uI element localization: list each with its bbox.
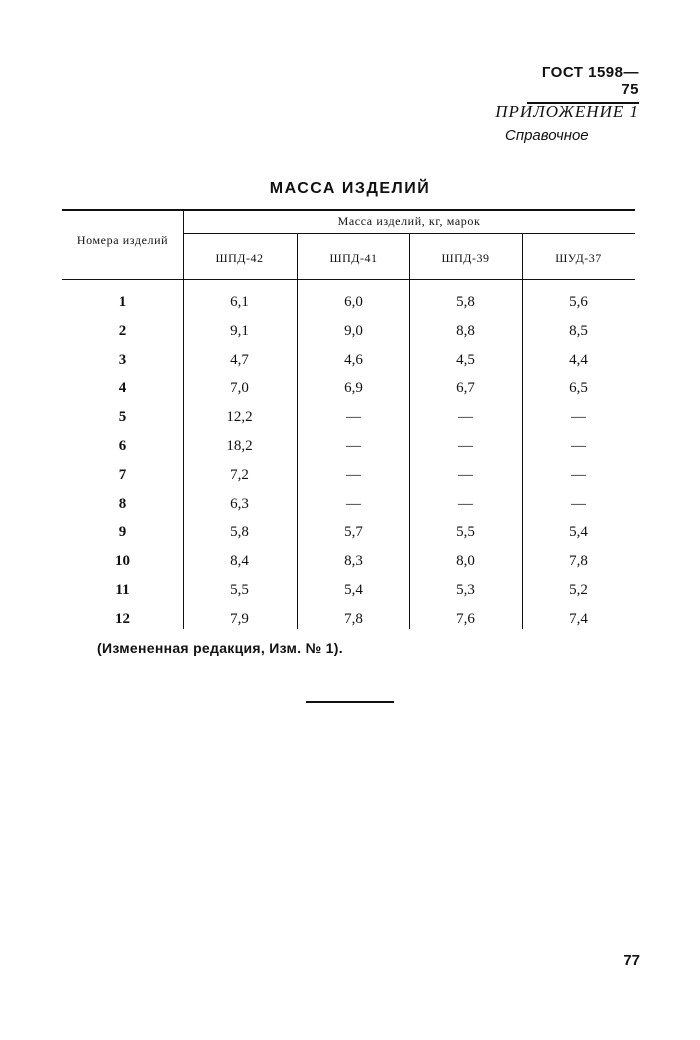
column-header: ШУД-37 bbox=[555, 251, 602, 265]
column-header: ШПД-39 bbox=[441, 251, 490, 265]
mass-cell: 7,2 bbox=[230, 466, 249, 483]
mass-cell: 7,8 bbox=[344, 610, 363, 627]
row-number: 7 bbox=[118, 466, 127, 483]
mass-cell: 5,2 bbox=[569, 582, 588, 598]
page-number: 77 bbox=[623, 952, 640, 969]
mass-cell: — bbox=[458, 466, 473, 483]
column-header: ШПД-41 bbox=[329, 251, 378, 265]
row-number: 10 bbox=[115, 553, 130, 570]
mass-cell: 8,8 bbox=[456, 322, 475, 339]
mass-cell: 7,4 bbox=[569, 610, 588, 627]
mass-cell: 7,9 bbox=[230, 610, 249, 627]
mass-cell: — bbox=[458, 495, 473, 512]
table-title: МАССА ИЗДЕЛИЙ bbox=[269, 180, 431, 197]
mass-cell: — bbox=[571, 466, 586, 483]
appendix-label: ПРИЛОЖЕНИЕ 1 bbox=[495, 102, 639, 121]
mass-cell: 6,1 bbox=[230, 294, 249, 310]
row-number: 11 bbox=[115, 582, 130, 598]
mass-cell: 6,5 bbox=[569, 380, 588, 397]
mass-cell: — bbox=[458, 409, 473, 426]
mass-cell: — bbox=[346, 409, 361, 426]
mass-cell: 18,2 bbox=[226, 438, 253, 454]
mass-cell: 4,6 bbox=[344, 351, 363, 368]
mass-group-header: Масса изделий, кг, марок bbox=[337, 214, 481, 228]
standard-code: ГОСТ 1598—75 bbox=[527, 64, 639, 104]
mass-cell: 5,4 bbox=[344, 582, 363, 598]
mass-cell: 6,7 bbox=[456, 380, 475, 397]
mass-cell: 6,0 bbox=[344, 294, 363, 310]
mass-cell: 5,3 bbox=[456, 582, 475, 598]
mass-cell: 5,7 bbox=[344, 524, 363, 541]
mass-cell: 5,5 bbox=[456, 524, 475, 541]
mass-cell: 6,9 bbox=[344, 380, 363, 397]
mass-cell: — bbox=[346, 466, 361, 483]
row-number: 6 bbox=[118, 438, 127, 454]
mass-cell: — bbox=[571, 495, 586, 512]
mass-cell: — bbox=[571, 409, 586, 426]
appendix-type: Справочное bbox=[505, 127, 589, 144]
row-number: 4 bbox=[118, 380, 127, 397]
mass-cell: 5,8 bbox=[230, 524, 249, 541]
mass-cell: 6,3 bbox=[230, 495, 249, 512]
end-rule bbox=[306, 701, 394, 703]
mass-cell: 5,6 bbox=[569, 294, 588, 310]
mass-cell: — bbox=[458, 438, 473, 454]
mass-cell: 4,5 bbox=[456, 351, 475, 368]
mass-cell: 9,1 bbox=[230, 322, 249, 339]
mass-cell: 7,6 bbox=[456, 610, 475, 627]
header-bottom-rule bbox=[62, 279, 635, 280]
row-number: 12 bbox=[115, 610, 130, 627]
mass-cell: 4,4 bbox=[569, 351, 588, 368]
mass-cell: 5,8 bbox=[456, 294, 475, 310]
mass-cell: 12,2 bbox=[226, 409, 253, 426]
mass-table bbox=[62, 209, 635, 629]
row-number: 2 bbox=[118, 322, 127, 339]
row-number: 1 bbox=[118, 294, 127, 310]
mass-cell: 8,4 bbox=[230, 553, 249, 570]
mass-cell: — bbox=[571, 438, 586, 454]
mass-cell: 8,3 bbox=[344, 553, 363, 570]
mass-cell: 8,5 bbox=[569, 322, 588, 339]
table-top-rule bbox=[62, 209, 635, 211]
mass-cell: 4,7 bbox=[230, 351, 249, 368]
mass-cell: 5,4 bbox=[569, 524, 588, 541]
mass-cell: 9,0 bbox=[344, 322, 363, 339]
revision-note: (Измененная редакция, Изм. № 1). bbox=[97, 640, 343, 656]
mass-cell: — bbox=[346, 438, 361, 454]
mass-cell: 7,8 bbox=[569, 553, 588, 570]
row-number-header: Номера изделий bbox=[76, 233, 169, 247]
row-number: 8 bbox=[118, 495, 127, 512]
mass-cell: 5,5 bbox=[230, 582, 249, 598]
row-number: 9 bbox=[118, 524, 127, 541]
column-header: ШПД-42 bbox=[215, 251, 264, 265]
row-number: 5 bbox=[118, 409, 127, 426]
mass-cell: 7,0 bbox=[230, 380, 249, 397]
mass-cell: 8,0 bbox=[456, 553, 475, 570]
mass-cell: — bbox=[346, 495, 361, 512]
row-number: 3 bbox=[118, 351, 127, 368]
